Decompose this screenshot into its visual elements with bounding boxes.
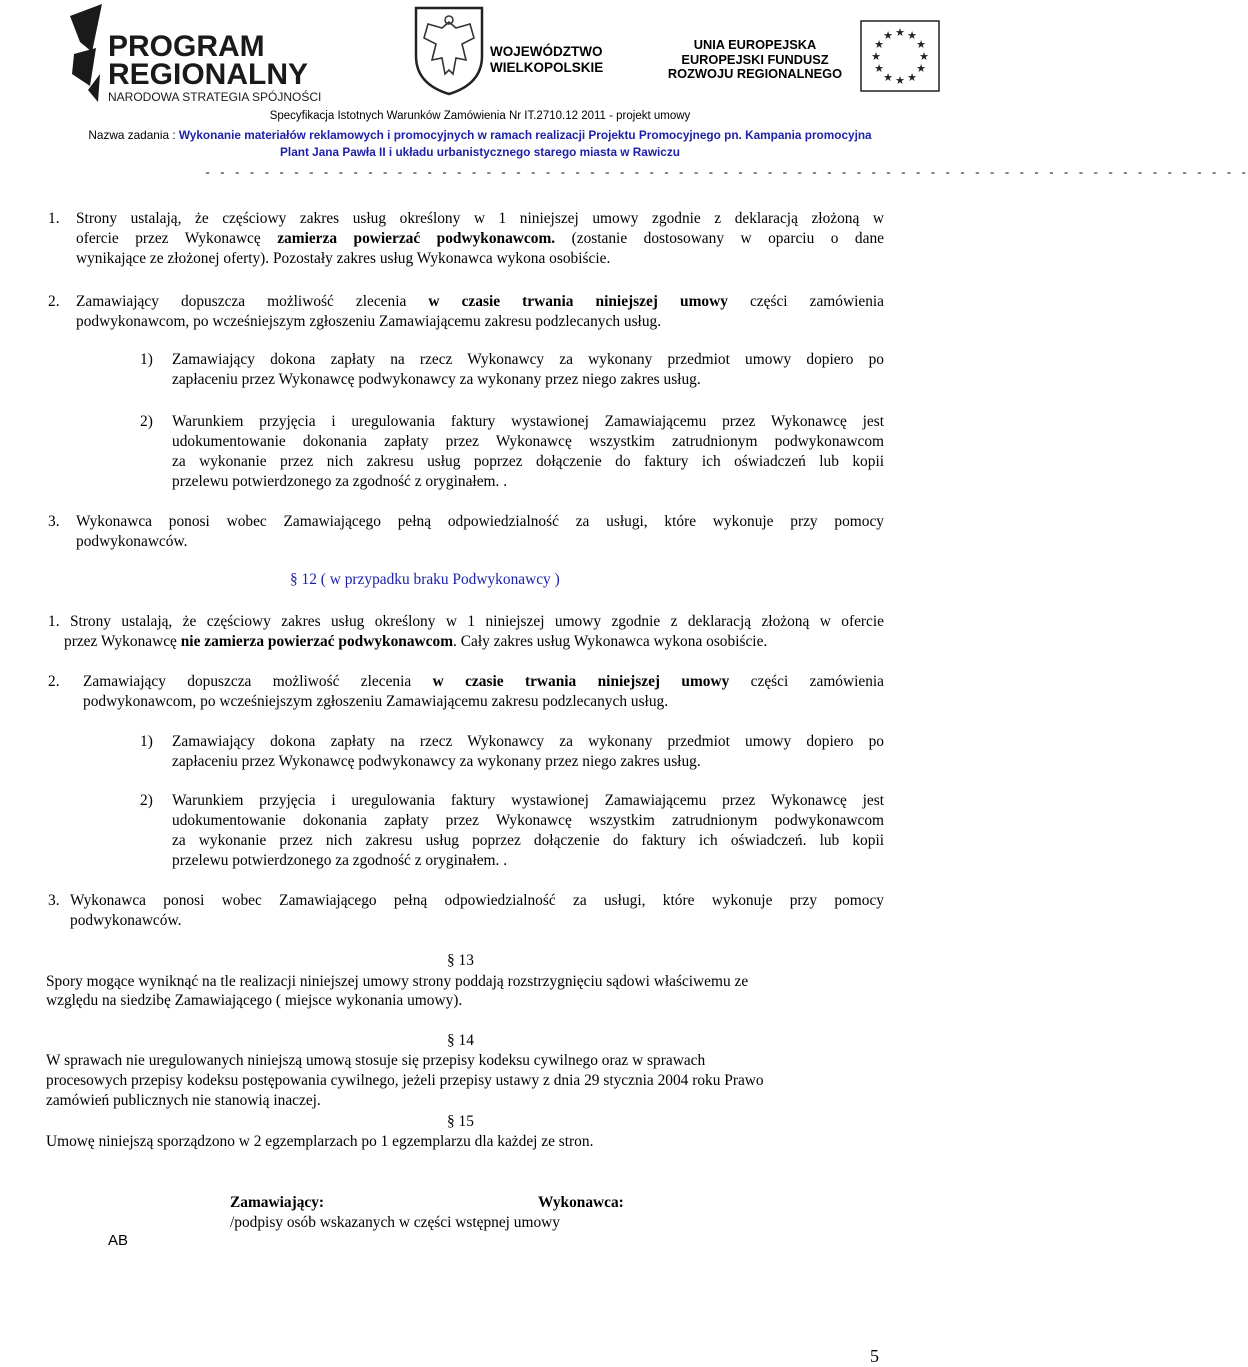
wielkopolska-crest-icon (412, 4, 486, 96)
ue-label (665, 38, 845, 82)
s1-p1-b2: (zostanie dostosowany w oparciu o dane (555, 230, 884, 247)
s12-i1-line-b: zapłaceniu przez Wykonawcę podwykonawcy za wykonany przez niego zakres usług. (172, 753, 701, 770)
s14-line3: zamówień publicznych nie stanowią inaczej. (46, 1092, 321, 1109)
s1-p3-line-b: podwykonawców. (76, 533, 188, 550)
s12-p1-b-bold: nie zamierza powierzać podwykonawcom (180, 633, 454, 650)
s1-i2-line-a: Warunkiem przyjęcia i uregulowania faktury wystawionej Zamawiającemu przez Wykonawcę jest (172, 413, 884, 430)
s12-i2-line-a: Warunkiem przyjęcia i uregulowania faktury wystawionej Zamawiającemu przez Wykonawcę jest (172, 792, 884, 809)
wojewodztwo-label (490, 44, 603, 76)
ue-line3: ROZWOJU REGIONALNEGO (667, 66, 843, 81)
svg-text:★: ★ (883, 71, 893, 84)
s12-p1-b2: . Cały zakres usług Wykonawca wykona osobiście. (453, 633, 768, 650)
eu-flag-icon (860, 20, 940, 92)
logo-program-line1: PROGRAM (108, 30, 265, 63)
s12-i2-num: 2) (140, 792, 153, 809)
s14-heading: § 14 (447, 1032, 474, 1049)
s12-i2-line-d: przelewu potwierdzonego za zgodność z oryginałem. . (172, 852, 508, 869)
s1-p2-line-a (76, 292, 884, 312)
s1-p1-b-bold: zamierza powierzać podwykonawcom. (277, 230, 556, 247)
svg-text:★: ★ (916, 62, 926, 75)
svg-text:★: ★ (874, 62, 884, 75)
s12-p3-line-b: podwykonawców. (70, 912, 182, 929)
program-regionalny-logo (70, 4, 360, 104)
s1-i1-num: 1) (140, 351, 153, 368)
s12-p2-line-a (83, 672, 884, 692)
s12-p1-line-a: 1. Strony ustalają, że częściowy zakres usług określony w 1 niniejszej umowy zgodnie z deklaracją złożoną w ofercie (48, 613, 884, 630)
signature-zamawiajacy: Zamawiający: (230, 1194, 325, 1211)
s1-p2-num: 2. (48, 293, 60, 310)
svg-text:★: ★ (916, 38, 926, 51)
svg-text:★: ★ (895, 74, 905, 87)
svg-text:★: ★ (907, 29, 917, 42)
s1-p2-a-bold: w czasie trwania niniejszej umowy (428, 293, 728, 310)
s15-heading: § 15 (447, 1113, 474, 1130)
s13-line1: Spory mogące wyniknąć na tle realizacji niniejszej umowy strony poddają rozstrzygnięciu sądowi właściwemu ze (46, 973, 749, 990)
s12-p2-line-b: podwykonawcom, po wcześniejszym zgłoszeniu Zamawiającemu zakresu podzlecanych usług. (83, 693, 669, 710)
wojewodztwo-line2: WIELKOPOLSKIE (490, 60, 604, 75)
s1-i2-line-d: przelewu potwierdzonego za zgodność z oryginałem. . (172, 473, 508, 490)
svg-text:★: ★ (895, 26, 905, 39)
signature-note: /podpisy osób wskazanych w części wstępnej umowy (230, 1214, 560, 1231)
spec-line: Specyfikacja Istotnych Warunków Zamówienia Nr IT.2710.12 2011 - projekt umowy (269, 110, 691, 122)
task-text-2: Plant Jana Pawła II i układu urbanistycznego starego miasta w Rawiczu (280, 145, 680, 159)
s12-p2-a-bold: w czasie trwania niniejszej umowy (432, 673, 730, 690)
svg-text:★: ★ (883, 29, 893, 42)
s1-p1-line-b (76, 229, 884, 249)
task-label: Nazwa zadania : (88, 128, 179, 142)
svg-text:★: ★ (919, 50, 929, 63)
s1-p1-num: 1. (48, 210, 60, 227)
svg-text:★: ★ (871, 50, 881, 63)
task-text-1: Wykonanie materiałów reklamowych i promocyjnych w ramach realizacji Projektu Promocyjnego pn. Kampania promocyjna (178, 128, 872, 142)
s1-p3-num: 3. (48, 513, 60, 530)
signature-wykonawca: Wykonawca: (538, 1194, 624, 1211)
s1-p1-b1: ofercie przez Wykonawcę (76, 230, 278, 247)
s13-line2: względu na siedzibę Zamawiającego ( miejsce wykonania umowy). (46, 992, 463, 1009)
s12-p3-line-a: Wykonawca ponosi wobec Zamawiającego pełną odpowiedzialność za usługi, które wykonuje przy pomocy (70, 892, 884, 909)
s15-line1: Umowę niniejszą sporządzono w 2 egzemplarzach po 1 egzemplarzu dla każdej ze stron. (46, 1133, 594, 1150)
task-name (40, 127, 920, 161)
s12-i2-line-b: udokumentowanie dokonania zapłaty przez Wykonawcę wszystkim zatrudnionym podwykonawcom (172, 812, 884, 829)
ue-line1: UNIA EUROPEJSKA (693, 37, 817, 52)
s12-p2-a2: części zamówienia (729, 673, 885, 690)
s12-p3-num: 3. (48, 892, 60, 909)
logo-program-sub: NARODOWA STRATEGIA SPÓJNOŚCI (108, 90, 322, 104)
svg-text:★: ★ (907, 71, 917, 84)
initials: AB (108, 1232, 129, 1249)
s12-p2-num: 2. (48, 673, 60, 690)
ue-line2: EUROPEJSKI FUNDUSZ (681, 51, 829, 67)
s14-line2: procesowych przepisy kodeksu postępowania cywilnego, jeżeli przepisy ustawy z dnia 29 stycznia 2004 roku Prawo (46, 1072, 764, 1089)
s1-i2-line-b: udokumentowanie dokonania zapłaty przez Wykonawcę wszystkim zatrudnionym podwykonawcom (172, 433, 884, 450)
s1-p2-line-b: podwykonawcom, po wcześniejszym zgłoszeniu Zamawiającemu zakresu podzlecanych usług. (76, 313, 662, 330)
s1-p1-line-a: Strony ustalają, że częściowy zakres usług określony w 1 niniejszej umowy zgodnie z deklaracją złożoną w (76, 210, 884, 227)
logo-program-line2: REGIONALNY (108, 58, 309, 91)
s1-p2-a1: Zamawiający dopuszcza możliwość zlecenia (76, 293, 429, 310)
s14-line1: W sprawach nie uregulowanych niniejszą umową stosuje się przepisy kodeksu cywilnego oraz w sprawach (46, 1052, 706, 1069)
wojewodztwo-line1: WOJEWÓDZTWO (490, 44, 603, 59)
header-divider: - - - - - - - - - - - - - - - - - - - - - - - - - - - - - - - - - - - - - - - - - - - - - - - - - - - - - - - - - - - - - - - - - - - - - - - (204, 166, 1248, 180)
svg-text:★: ★ (874, 38, 884, 51)
s12-heading: § 12 ( w przypadku braku Podwykonawcy ) (290, 571, 560, 588)
s1-p1-line-c: wynikające ze złożonej oferty). Pozostały zakres usług Wykonawca wykona osobiście. (76, 250, 611, 267)
s13-heading: § 13 (447, 952, 474, 969)
s1-i2-num: 2) (140, 413, 153, 430)
s1-i1-line-b: zapłaceniu przez Wykonawcę podwykonawcy za wykonany przez niego zakres usług. (172, 371, 701, 388)
s12-i2-line-c: za wykonanie przez nich zakresu usług poprzez dołączenie do faktury ich oświadczeń. lub kopii (172, 832, 884, 849)
s1-i2-line-c: za wykonanie przez nich zakresu usług poprzez dołączenie do faktury ich oświadczeń lub kopii (172, 453, 884, 470)
s1-p2-a2: części zamówienia (727, 293, 884, 310)
s12-p2-a1: Zamawiający dopuszcza możliwość zlecenia (83, 673, 433, 690)
s12-p1-b1: przez Wykonawcę (64, 633, 181, 650)
s1-i1-line-a: Zamawiający dokona zapłaty na rzecz Wykonawcy za wykonany przedmiot umowy dopiero po (172, 351, 884, 368)
s12-i1-num: 1) (140, 733, 153, 750)
s12-i1-line-a: Zamawiający dokona zapłaty na rzecz Wykonawcy za wykonany przedmiot umowy dopiero po (172, 733, 884, 750)
s12-p1-line-b (64, 632, 767, 652)
page-number: 5 (870, 1346, 879, 1366)
s1-p3-line-a: Wykonawca ponosi wobec Zamawiającego pełną odpowiedzialność za usługi, które wykonuje przy pomocy (76, 513, 884, 530)
